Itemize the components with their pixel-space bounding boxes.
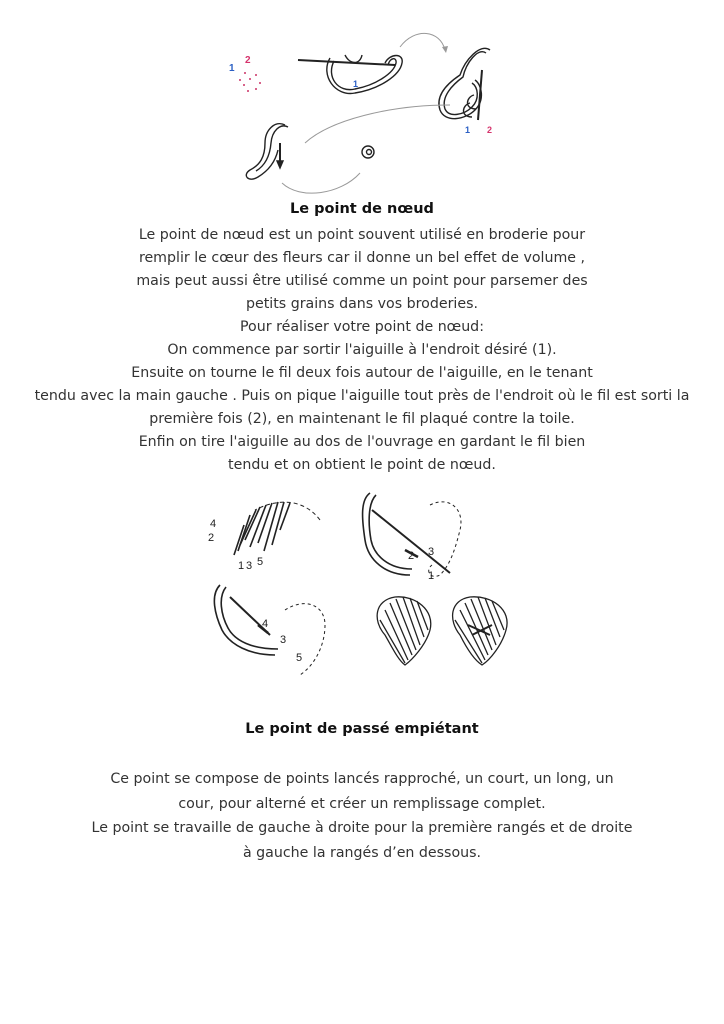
section1-title: Le point de nœud (290, 201, 434, 217)
knot-arrow-right (400, 33, 445, 50)
needle2-label-3: 3 (280, 634, 287, 646)
section1-line: petits grains dans vos broderies. (246, 296, 478, 312)
stitch-fan (234, 502, 320, 555)
needle2-label-4: 4 (262, 618, 269, 630)
section1-line: première fois (2), en maintenant le fil plaqué contre la toile. (149, 411, 575, 427)
stitch-needle-1 (363, 493, 461, 576)
knot-arrow-left (305, 105, 450, 143)
section1-line: Ensuite on tourne le fil deux fois autour de l'aiguille, en le tenant (131, 365, 593, 381)
fan-label-3: 3 (246, 560, 253, 572)
knot-arrow-bottom (282, 173, 360, 193)
section2-body (0, 767, 724, 865)
fan-label-2: 2 (208, 532, 215, 544)
knot-step2-label-1: 1 (353, 79, 359, 89)
section1-line: tendu avec la main gauche . Puis on pique l'aiguille tout près de l'endroit où le fil est sorti la (34, 388, 690, 404)
section2-title: Le point de passé empiétant (245, 721, 479, 737)
needle1-label-1: 1 (428, 570, 435, 582)
section1-line: remplir le cœur des fleurs car il donne un bel effet de volume , (138, 250, 586, 266)
knot-step1-label-2: 2 (245, 55, 251, 66)
section1-line: mais peut aussi être utilisé comme un point pour parsemer des (136, 273, 588, 289)
section1-line: Pour réaliser votre point de nœud: (240, 319, 484, 335)
knot-step3-label-2: 2 (487, 125, 493, 135)
fan-label-4: 4 (210, 518, 217, 530)
section1-line: Enfin on tire l'aiguille au dos de l'ouvrage en gardant le fil bien (138, 434, 586, 450)
knot-step4-pull (246, 124, 288, 179)
fan-label-5: 5 (257, 556, 264, 568)
knot-step3-label-1: 1 (465, 125, 471, 135)
knot-step3-wraps (439, 48, 490, 120)
french-knot-diagram (220, 25, 510, 200)
stitch-needle-2 (214, 585, 325, 675)
long-short-stitch-diagram (200, 485, 520, 685)
section2-line: à gauche la rangés d’en dessous. (242, 844, 482, 861)
knot-finished (362, 146, 374, 158)
needle1-label-2: 2 (408, 550, 415, 562)
stitch-petal-1 (377, 597, 431, 665)
section1-body (0, 224, 724, 477)
knot-arrow-right-head (442, 46, 448, 53)
section1-line: Le point de nœud est un point souvent utilisé en broderie pour (138, 227, 586, 243)
section1-line: On commence par sortir l'aiguille à l'endroit désiré (1). (167, 342, 557, 358)
needle1-label-3: 3 (428, 546, 435, 558)
knot-step2-needle (298, 55, 402, 93)
stitch-petal-2 (453, 597, 508, 665)
section2-line: Ce point se compose de points lancés rapproché, un court, un long, un (110, 771, 614, 787)
knot-step1-label-1: 1 (229, 63, 235, 74)
fan-label-1: 1 (238, 560, 245, 572)
knot-step1-dots (239, 72, 261, 92)
section1-line: tendu et on obtient le point de nœud. (228, 457, 496, 473)
needle2-label-5: 5 (296, 652, 303, 664)
section2-line: Le point se travaille de gauche à droite pour la première rangés et de droite (91, 820, 633, 836)
section2-line: cour, pour alterné et créer un remplissage complet. (178, 795, 546, 812)
